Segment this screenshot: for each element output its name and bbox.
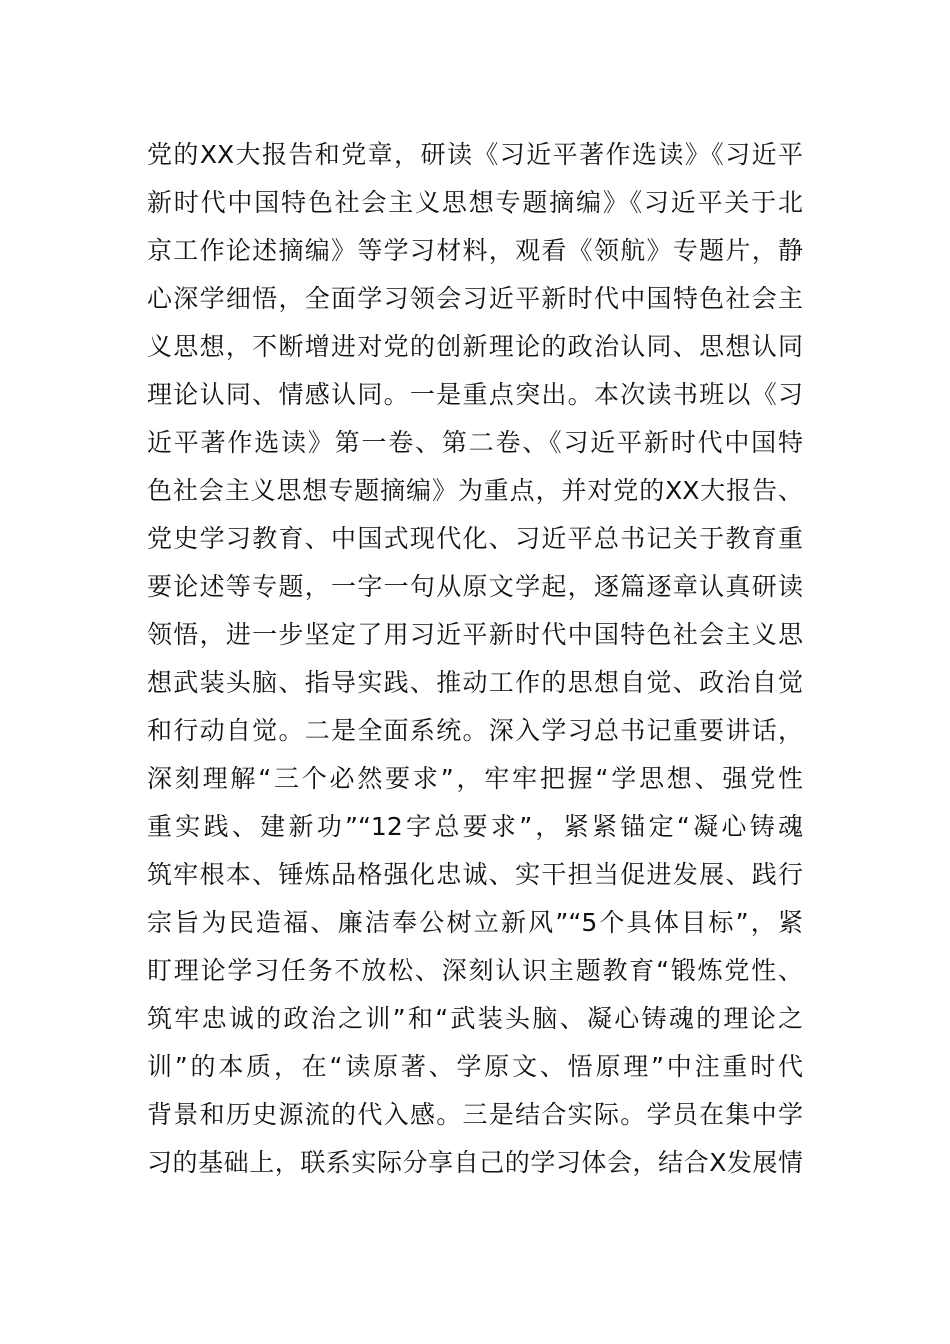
text-line: 新时代中国特色社会主义思想专题摘编》《习近平关于北 (147, 188, 803, 217)
text-line: 近平著作选读》第一卷、第二卷、《习近平新时代中国特 (147, 428, 803, 457)
text-line: 党史学习教育、中国式现代化、习近平总书记关于教育重 (147, 524, 803, 553)
text-line: 背景和历史源流的代入感。三是结合实际。学员在集中学 (147, 1100, 803, 1129)
text-line: 色社会主义思想专题摘编》为重点，并对党的XX大报告、 (147, 476, 803, 505)
text-line: 想武装头脑、指导实践、推动工作的思想自觉、政治自觉 (147, 668, 803, 697)
text-line: 筑牢根本、锤炼品格强化忠诚、实干担当促进发展、践行 (147, 860, 803, 889)
text-line: 心深学细悟，全面学习领会习近平新时代中国特色社会主 (147, 284, 803, 313)
text-line: 筑牢忠诚的政治之训”和“武装头脑、凝心铸魂的理论之 (147, 1004, 803, 1033)
text-line: 要论述等专题，一字一句从原文学起，逐篇逐章认真研读 (147, 572, 803, 601)
text-line: 重实践、建新功”“12字总要求”，紧紧锚定“凝心铸魂 (147, 812, 803, 841)
text-line: 领悟，进一步坚定了用习近平新时代中国特色社会主义思 (147, 620, 803, 649)
text-line: 党的XX大报告和党章，研读《习近平著作选读》《习近平 (147, 140, 803, 169)
text-line: 盯理论学习任务不放松、深刻认识主题教育“锻炼党性、 (147, 956, 803, 985)
text-line: 习的基础上，联系实际分享自己的学习体会，结合X发展情 (147, 1148, 803, 1177)
text-line: 京工作论述摘编》等学习材料，观看《领航》专题片，静 (147, 236, 803, 265)
text-line: 训”的本质，在“读原著、学原文、悟原理”中注重时代 (147, 1052, 803, 1081)
text-line: 深刻理解“三个必然要求”，牢牢把握“学思想、强党性 (147, 764, 803, 793)
text-line: 宗旨为民造福、廉洁奉公树立新风”“5个具体目标”，紧 (147, 908, 803, 937)
text-line: 和行动自觉。二是全面系统。深入学习总书记重要讲话， (147, 716, 803, 745)
text-line: 理论认同、情感认同。一是重点突出。本次读书班以《习 (147, 380, 803, 409)
text-line: 义思想，不断增进对党的创新理论的政治认同、思想认同 (147, 332, 803, 361)
